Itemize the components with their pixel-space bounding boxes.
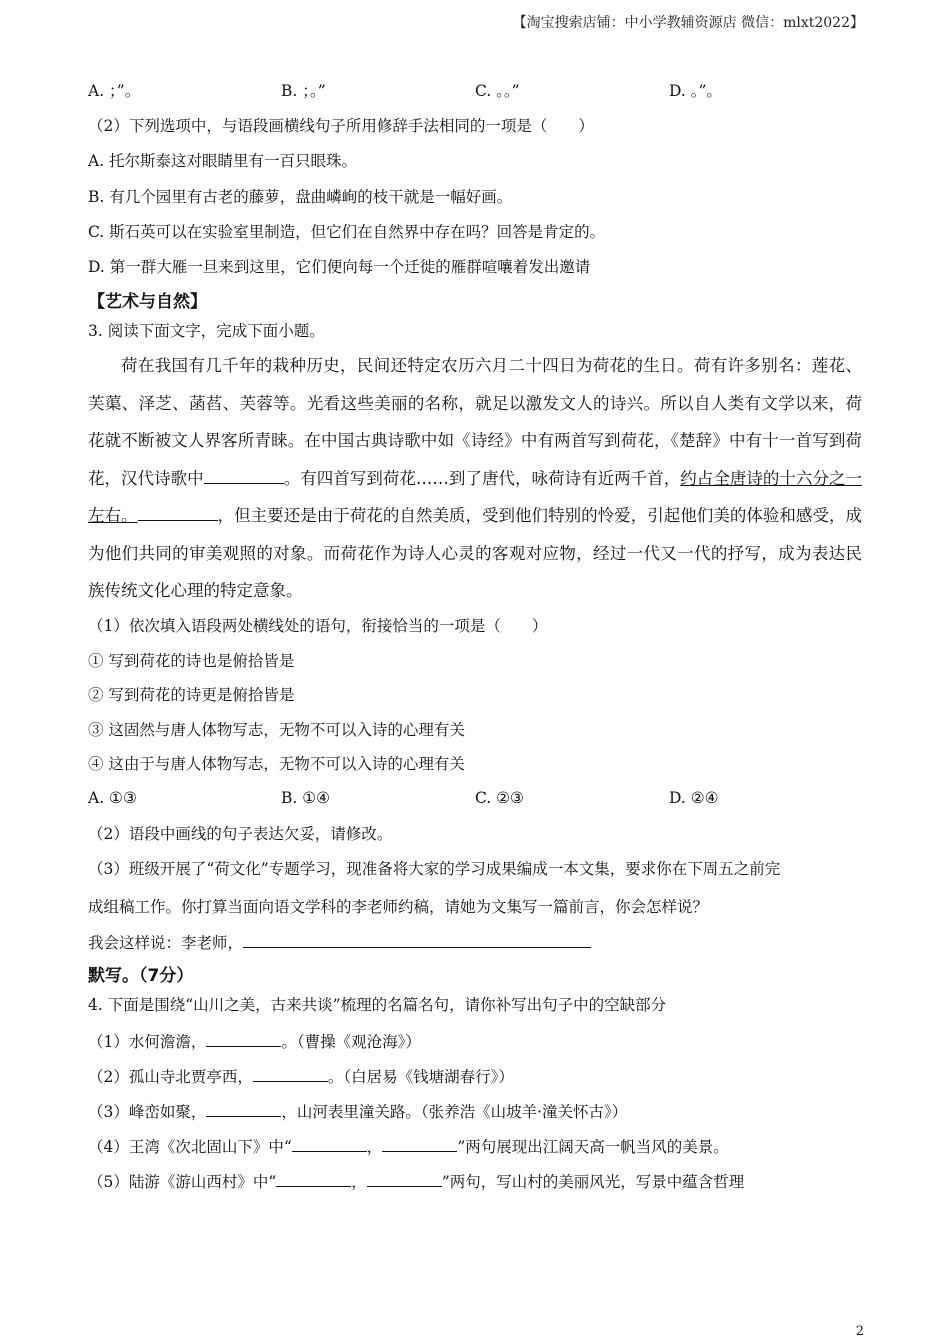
answer-prefix: 我会这样说：李老师，: [88, 934, 244, 952]
q3-sub1-item-1: ① 写到荷花的诗也是俯拾皆是: [88, 652, 295, 670]
answer-blank: [243, 931, 591, 948]
q4-item-2: [88, 1065, 514, 1087]
page-number: 2: [855, 1324, 864, 1339]
q3-option-c: C. ②③: [475, 789, 524, 807]
q3-sub3-line1: （3）班级开展了“荷文化”专题学习，现准备将大家的学习成果编成一本文集，要求你在下周五之前完: [88, 860, 781, 878]
q4-item-4-blank-1: [292, 1135, 367, 1152]
q4-item-4-pre: （4）王湾《次北固山下》中“: [88, 1138, 292, 1156]
q4-item-5-blank-1: [276, 1170, 351, 1187]
option-b: B. ；。”: [281, 82, 326, 100]
q3-sub3-line2: 成组稿工作。你打算当面向语文学科的李老师约稿，请她为文集写一篇前言，你会怎样说？: [88, 898, 709, 916]
q3-option-d: D. ②④: [669, 789, 719, 807]
q4-item-2-post: 。（白居易《钱塘湖春行》）: [327, 1068, 514, 1086]
q2-sub2-option-d: D. 第一群大雁一旦来到这里，它们便向每一个迁徙的雁群喧嚷着发出邀请: [88, 258, 591, 276]
q4-item-3-post: ，山河表里潼关路。（张养浩《山坡羊·潼关怀古》）: [281, 1103, 628, 1121]
q4-item-2-blank: [253, 1065, 328, 1082]
option-d: D. 。”。: [669, 82, 722, 100]
q4-item-5-pre: （5）陆游《游山西村》中“: [88, 1173, 277, 1191]
q4-item-5: [88, 1170, 744, 1192]
q4-item-2-pre: （2）孤山寺北贾亭西，: [88, 1068, 253, 1086]
section-heading-dictation: 默写。（7分）: [88, 966, 194, 986]
q4-item-5-post: ”两句，写山村的美丽风光，写景中蕴含哲理: [441, 1173, 745, 1191]
q4-item-1-pre: （1）水何澹澹，: [88, 1033, 207, 1051]
q4-item-4: [88, 1135, 729, 1157]
q4-item-1-blank: [206, 1030, 281, 1047]
q3-option-a: A. ①③: [88, 789, 137, 807]
q3-sub2: （2）语段中画线的句子表达欠妥，请修改。: [88, 825, 393, 843]
passage-blank-2: [138, 504, 218, 521]
passage-underlined-sentence: 约占全唐诗的十六分之一左右。: [88, 468, 863, 525]
q2-sub2-stem: （2）下列选项中，与语段画横线句子所用修辞手法相同的一项是（ ）: [88, 117, 594, 135]
q3-option-b: B. ①④: [281, 789, 331, 807]
passage-part-b: 。有四首写到荷花……到了唐代，咏荷诗有近两千首，: [283, 468, 681, 488]
header-note: 【淘宝搜索店铺：中小学教辅资源店 微信：mlxt2022】: [512, 15, 864, 31]
q4-item-3: [88, 1100, 627, 1122]
q2-sub2-option-b: B. 有几个园里有古老的藤萝，盘曲嶙峋的枝干就是一幅好画。: [88, 188, 513, 206]
q4-item-3-pre: （3）峰峦如聚，: [88, 1103, 207, 1121]
q4-item-3-blank: [206, 1100, 281, 1117]
q4-item-4-mid: ，: [366, 1138, 383, 1156]
q3-sub1-stem: （1）依次填入语段两处横线处的语句，衔接恰当的一项是（ ）: [88, 617, 548, 635]
option-a: A. ；”。: [88, 82, 141, 100]
q2-sub2-option-a: A. 托尔斯泰这对眼睛里有一百只眼珠。: [88, 152, 358, 170]
q4-item-5-blank-2: [367, 1170, 442, 1187]
q4-item-4-blank-2: [382, 1135, 457, 1152]
q3-sub3-answer-line: [88, 931, 591, 953]
q3-sub1-item-3: ③ 这固然与唐人体物写志，无物不可以入诗的心理有关: [88, 721, 465, 739]
q4-item-1-post: 。（曹操《观沧海》）: [281, 1033, 421, 1051]
q2-sub2-option-c: C. 斯石英可以在实验室里制造，但它们在自然界中存在吗？回答是肯定的。: [88, 223, 606, 241]
q3-stem: 3. 阅读下面文字，完成下面小题。: [88, 322, 325, 340]
passage-blank-1: [204, 467, 284, 484]
q4-item-4-post: ”两句展现出江阔天高一帆当风的美景。: [457, 1138, 729, 1156]
q3-passage: [88, 347, 862, 610]
q4-item-1: [88, 1030, 421, 1052]
q3-sub1-item-4: ④ 这由于与唐人体物写志，无物不可以入诗的心理有关: [88, 755, 465, 773]
q4-item-5-mid: ，: [351, 1173, 367, 1191]
q3-sub1-item-2: ② 写到荷花的诗更是俯拾皆是: [88, 686, 295, 704]
section-heading-art: 【艺术与自然】: [88, 292, 207, 312]
passage-part-a: 荷在我国有几千年的栽种历史，民间还特定农历六月二十四日为荷花的生日。荷有许多别名：莲花、芙蕖、泽芝、菡萏、芙蓉等。光看这些美丽的名称，就足以激发文人的诗兴。所以自人类有文学以来，荷花就不断被文人界客所青睐。在中国古典诗歌中如《诗经》中有两首写到荷花，《楚辞》中有十一首写到荷花，汉代诗歌中: [88, 356, 862, 488]
option-c: C. 。。”: [475, 82, 520, 100]
q4-stem: 4. 下面是围绕“山川之美，古来共谈”梳理的名篇名句，请你补写出句子中的空缺部分: [88, 996, 667, 1014]
passage-part-c: ，但主要还是由于荷花的自然美质，受到他们特别的怜爱，引起他们美的体验和感受，成为他们共同的审美观照的对象。而荷花作为诗人心灵的客观对应物，经过一代又一代的抒写，成为表达民族传统文化心理的特定意象。: [88, 506, 863, 600]
